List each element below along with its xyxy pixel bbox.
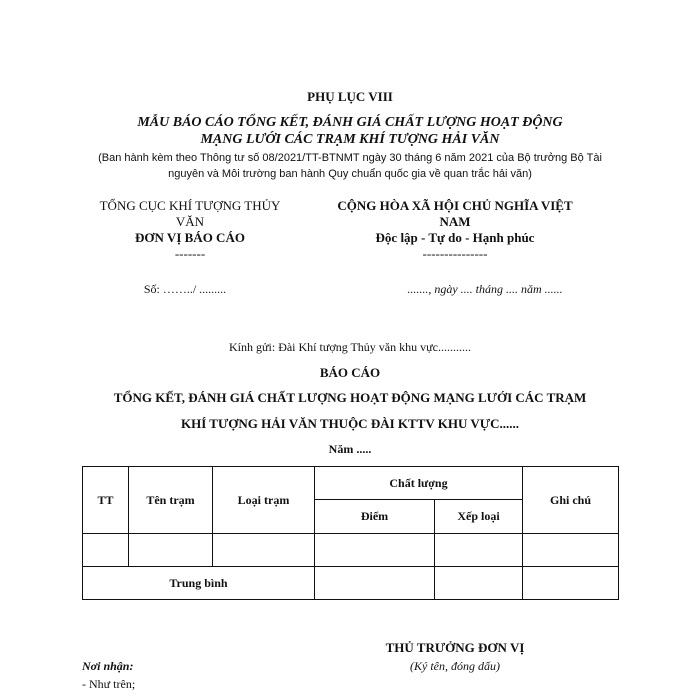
national-motto: Độc lập - Tự do - Hạnh phúc bbox=[375, 230, 535, 245]
signer-title: THỦ TRƯỞNG ĐƠN VỊ bbox=[385, 640, 525, 655]
average-label: Trung bình bbox=[83, 567, 315, 600]
country-name-line-2: NAM bbox=[439, 214, 471, 229]
template-title-line-1: MẪU BÁO CÁO TỔNG KẾT, ĐÁNH GIÁ CHẤT LƯỢNG HOẠT ĐỘNG bbox=[137, 115, 563, 130]
table-header-row bbox=[83, 467, 619, 500]
header-tt: TT bbox=[83, 467, 129, 534]
table-cell bbox=[213, 534, 315, 567]
recipients-item: - Như trên; bbox=[82, 677, 136, 691]
recipients-label: Nơi nhận: bbox=[82, 659, 134, 673]
report-year: Năm ..... bbox=[328, 442, 372, 456]
table-cell bbox=[83, 534, 129, 567]
header-station-type: Loại trạm bbox=[213, 467, 315, 534]
report-table bbox=[82, 466, 619, 600]
table-average-row bbox=[83, 567, 619, 600]
reporting-unit: ĐƠN VỊ BÁO CÁO bbox=[135, 230, 245, 245]
recipient-line: Kính gửi: Đài Khí tượng Thủy văn khu vực........... bbox=[229, 340, 471, 354]
table-cell bbox=[315, 567, 435, 600]
table-cell bbox=[435, 567, 523, 600]
right-header bbox=[305, 198, 605, 262]
left-separator: ------- bbox=[174, 246, 206, 261]
header-station-name: Tên trạm bbox=[129, 467, 213, 534]
table-cell bbox=[523, 567, 619, 600]
table-cell bbox=[315, 534, 435, 567]
appendix-title: PHỤ LỤC VIII bbox=[307, 89, 393, 104]
template-title-line-2: MẠNG LƯỚI CÁC TRẠM KHÍ TƯỢNG HẢI VĂN bbox=[200, 132, 500, 147]
table-cell bbox=[523, 534, 619, 567]
issued-note-line-2: nguyên và Môi trường ban hành Quy chuẩn quốc gia về quan trắc hải văn) bbox=[168, 168, 532, 180]
document-number: Số: ……../ ......... bbox=[143, 282, 227, 296]
agency-name-line-2: VĂN bbox=[175, 214, 205, 229]
country-name-line-1: CỘNG HÒA XÃ HỘI CHỦ NGHĨA VIỆT bbox=[337, 198, 573, 213]
table-cell bbox=[129, 534, 213, 567]
report-title-line-2: KHÍ TƯỢNG HẢI VĂN THUỘC ĐÀI KTTV KHU VỰC...... bbox=[180, 416, 520, 431]
right-separator: --------------- bbox=[422, 246, 488, 261]
signer-note: (Ký tên, đóng dấu) bbox=[410, 659, 500, 673]
agency-name-line-1: TỔNG CỤC KHÍ TƯỢNG THỦY bbox=[99, 198, 281, 213]
header-quality: Chất lượng bbox=[315, 467, 523, 500]
header-rating: Xếp loại bbox=[435, 500, 523, 534]
issued-note bbox=[75, 150, 625, 182]
header-notes: Ghi chú bbox=[523, 467, 619, 534]
table-cell bbox=[435, 534, 523, 567]
report-label: BÁO CÁO bbox=[319, 365, 381, 380]
table-row bbox=[83, 534, 619, 567]
document-date: ......., ngày .... tháng .... năm ...... bbox=[407, 282, 563, 296]
left-header bbox=[80, 198, 300, 262]
issued-note-line-1: (Ban hành kèm theo Thông tư số 08/2021/TT-BTNMT ngày 30 tháng 6 năm 2021 của Bộ trưởng Bộ Tài bbox=[98, 152, 602, 164]
header-score: Điểm bbox=[315, 500, 435, 534]
template-title bbox=[60, 114, 640, 148]
report-title-line-1: TỔNG KẾT, ĐÁNH GIÁ CHẤT LƯỢNG HOẠT ĐỘNG MẠNG LƯỚI CÁC TRẠM bbox=[113, 390, 587, 405]
